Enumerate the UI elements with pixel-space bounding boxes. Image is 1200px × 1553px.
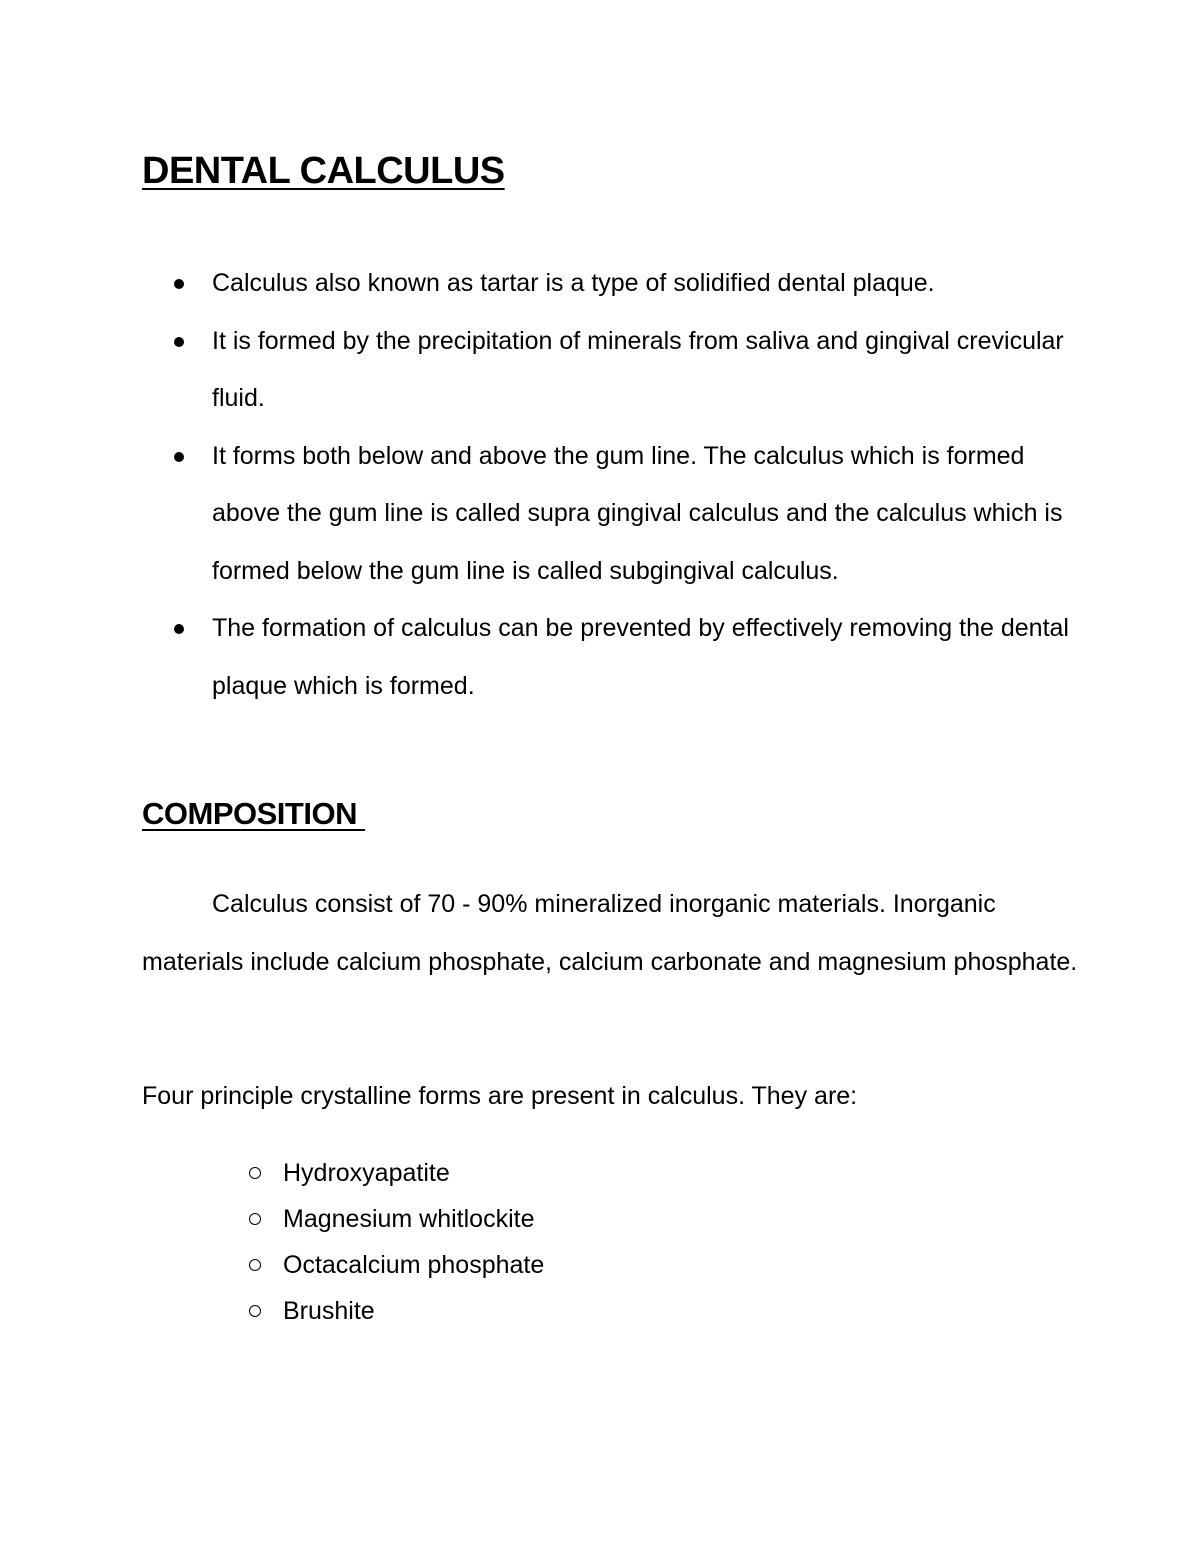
bullet-text: It is formed by the precipitation of minerals from saliva and gingival crevicular fluid. [212,326,1064,412]
bullet-icon [174,337,184,347]
bullet-text: The formation of calculus can be prevented by effectively removing the dental plaque which is formed. [212,614,1069,700]
bullet-icon [174,452,184,462]
list-item [212,255,1092,313]
crystal-forms-intro: Four principle crystalline forms are present in calculus. They are: [142,1082,858,1110]
intro-bullet-list [212,255,1092,715]
page-title: DENTAL CALCULUS [142,150,505,192]
list-item [283,1196,544,1242]
crystal-form-label: Brushite [283,1297,375,1325]
composition-paragraph: Calculus consist of 70 - 90% mineralized inorganic materials. Inorganic materials include calcium phosphate, calcium carbonate and magnesium phosphate. [142,890,1078,976]
list-item [283,1150,544,1196]
list-item [212,313,1092,428]
crystal-form-label: Magnesium whitlockite [283,1205,535,1233]
crystal-form-label: Hydroxyapatite [283,1159,450,1187]
list-item [212,428,1092,601]
list-item [283,1288,544,1334]
bullet-text: Calculus also known as tartar is a type of solidified dental plaque. [212,269,935,297]
bullet-icon [174,279,184,289]
crystal-form-label: Octacalcium phosphate [283,1251,545,1279]
list-item [283,1242,544,1288]
crystalline-forms-list [283,1150,544,1334]
hollow-bullet-icon [249,1305,261,1317]
hollow-bullet-icon [249,1259,261,1271]
hollow-bullet-icon [249,1213,261,1225]
bullet-text: It forms both below and above the gum line. The calculus which is formed above the gum line is called supra gingival calculus and the calculus which is formed below the gum line is called subgingival calculus. [212,441,1063,585]
composition-heading: COMPOSITION [142,796,366,831]
bullet-icon [174,624,184,634]
list-item [212,600,1092,715]
hollow-bullet-icon [249,1167,261,1179]
